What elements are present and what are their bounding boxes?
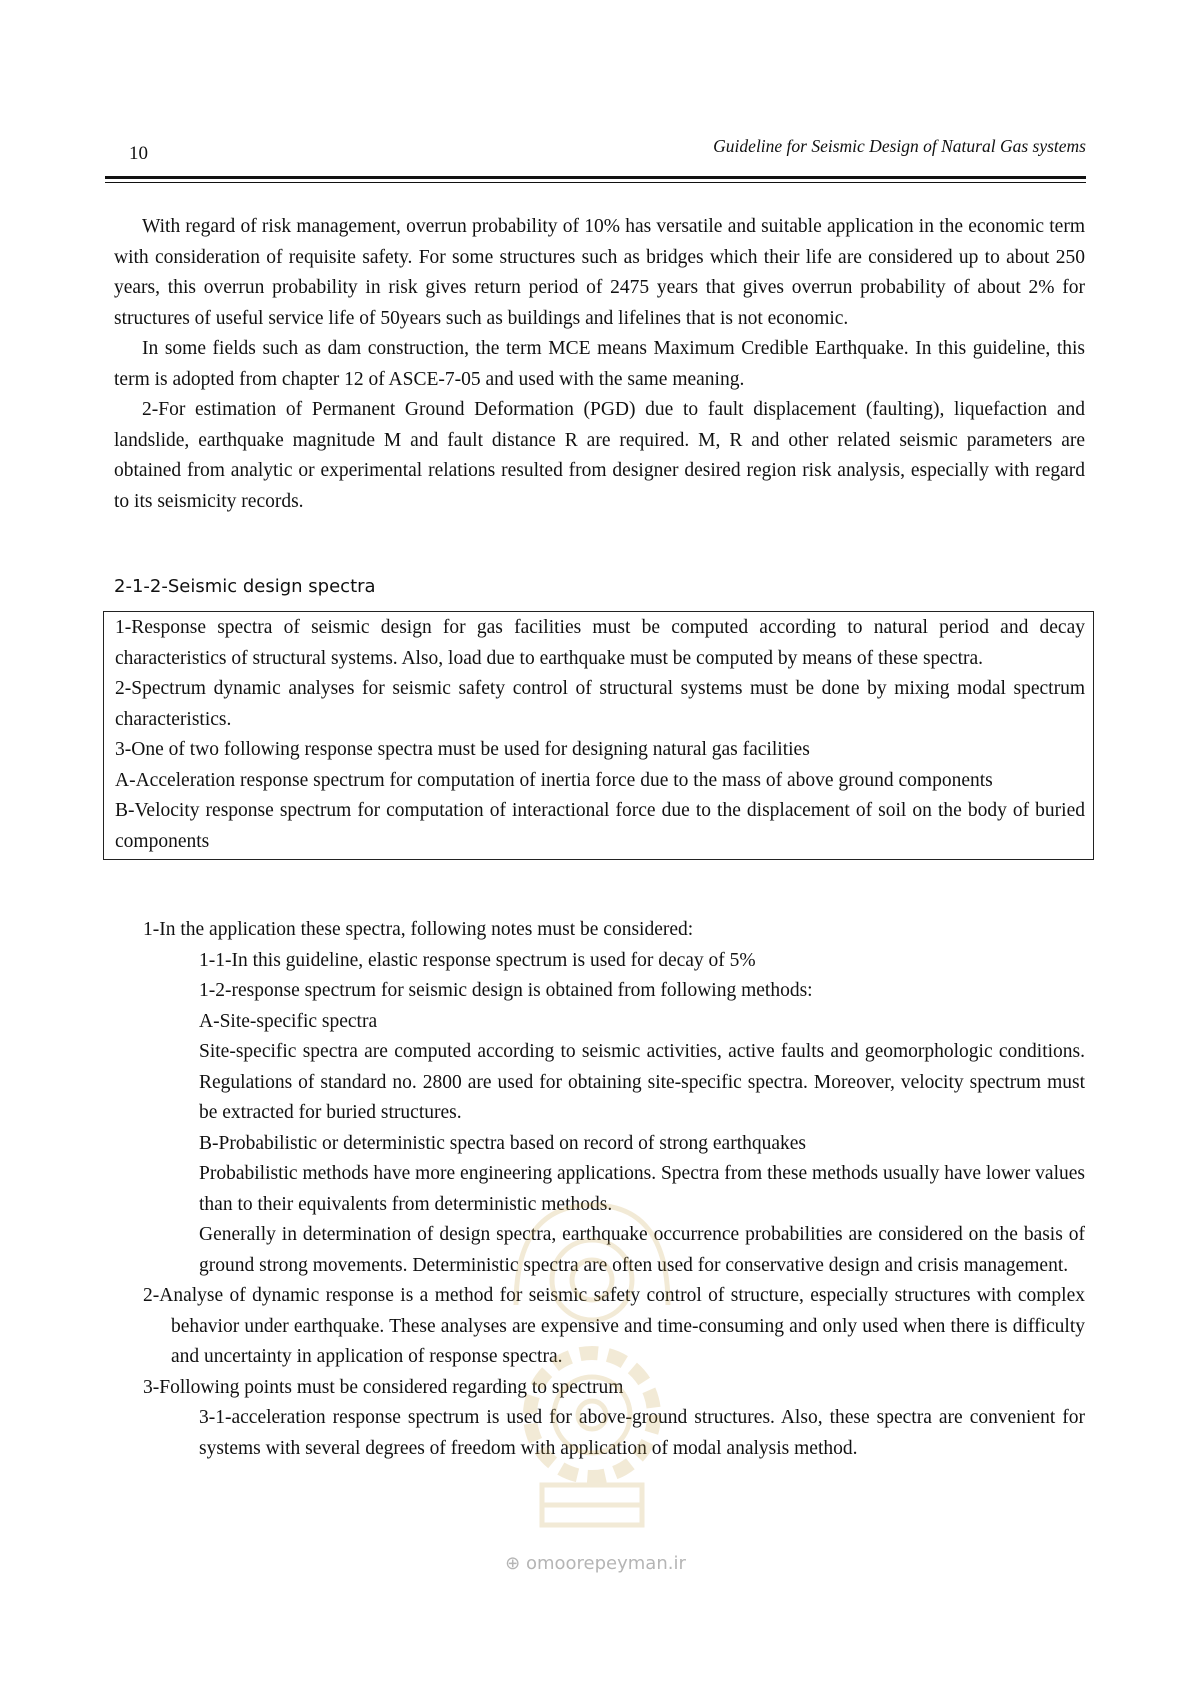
section-heading: 2-1-2-Seismic design spectra	[114, 576, 376, 597]
intro-section	[114, 212, 1085, 517]
note-item: Probabilistic methods have more engineering applications. Spectra from these methods usually have lower values than to their equivalents from deterministic methods.	[199, 1163, 1085, 1215]
intro-paragraph-2: In some fields such as dam construction, the term MCE means Maximum Credible Earthquake. In this guideline, this term is adopted from chapter 12 of ASCE-7-05 and used with the same meaning.	[114, 338, 1085, 390]
note-item: 3-1-acceleration response spectrum is used for above-ground structures. Also, these spectra are convenient for systems with several degrees of freedom with application of modal analysis method.	[199, 1407, 1085, 1459]
box-paragraph-4: A-Acceleration response spectrum for computation of inertia force due to the mass of above ground components	[115, 769, 993, 791]
page-number: 10	[129, 143, 148, 164]
note-item: B-Probabilistic or deterministic spectra based on record of strong earthquakes	[199, 1132, 807, 1154]
note-item: 1-2-response spectrum for seismic design is obtained from following methods:	[199, 980, 813, 1001]
running-title: Guideline for Seismic Design of Natural Gas systems	[713, 136, 1086, 156]
intro-paragraph-3: 2-For estimation of Permanent Ground Deformation (PGD) due to fault displacement (faulting), liquefaction and landslide, earthquake magnitude M and fault distance R are required. M, R and other related seismic parameters are obtained from analytic or experimental relations resulted from designer desired region risk analysis, especially with regard to its seismicity records.	[114, 399, 1085, 512]
box-paragraph-2: 2-Spectrum dynamic analyses for seismic safety control of structural systems must be done by mixing modal spectrum characteristics.	[115, 678, 1085, 730]
note-item: 1-1-In this guideline, elastic response spectrum is used for decay of 5%	[199, 949, 756, 971]
note-item: 2-Analyse of dynamic response is a method for seismic safety control of structure, especially structures with complex behavior under earthquake. These analyses are expensive and time-consuming and only used when there is difficulty and uncertainty in application of response spectra.	[143, 1285, 1085, 1367]
header-rule-thin	[105, 182, 1086, 183]
intro-paragraph-1: With regard of risk management, overrun probability of 10% has versatile and suitable application in the economic term with consideration of requisite safety. For some structures such as bridges which their life are considered up to about 250 years, this overrun probability in risk gives return period of 2475 years that gives overrun probability of about 2% for structures of useful service life of 50years such as buildings and lifelines that is not economic.	[114, 216, 1085, 329]
box-paragraph-3: 3-One of two following response spectra must be used for designing natural gas facilities	[115, 739, 810, 760]
box-paragraph-1: 1-Response spectra of seismic design for gas facilities must be computed according to natural period and decay characteristics of structural systems. Also, load due to earthquake must be computed by means of these spectra.	[115, 617, 1085, 669]
note-item: A-Site-specific spectra	[199, 1010, 378, 1032]
note-item: 1-In the application these spectra, following notes must be considered:	[143, 919, 694, 940]
header-rule-thick	[105, 176, 1086, 179]
watermark-url: omoorepeyman.ir	[525, 1553, 686, 1574]
note-item: Site-specific spectra are computed according to seismic activities, active faults and geomorphologic conditions. Regulations of standard no. 2800 are used for obtaining site-specific spectra. Moreover, velocity spectrum must be extracted for buried structures.	[199, 1041, 1085, 1123]
box-paragraph-5: B-Velocity response spectrum for computation of interactional force due to the displacement of soil on the body of buried components	[115, 800, 1085, 852]
requirements-box	[103, 611, 1094, 860]
globe-icon: ⊕	[505, 1553, 521, 1574]
note-item: 3-Following points must be considered regarding to spectrum	[143, 1376, 624, 1398]
note-item: Generally in determination of design spectra, earthquake occurrence probabilities are considered on the basis of ground strong movements. Deterministic spectra are often used for conservative design and crisis management.	[199, 1224, 1085, 1276]
notes-section	[114, 915, 1085, 1464]
watermark-text	[0, 1553, 1191, 1574]
